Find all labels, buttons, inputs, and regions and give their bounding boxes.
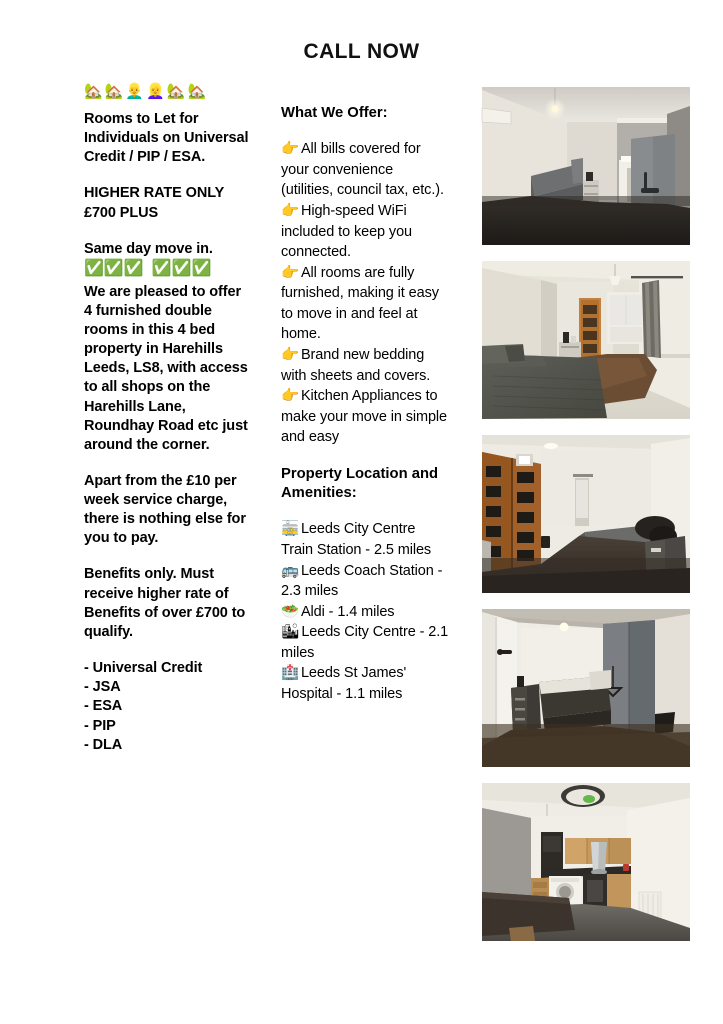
benefit-item: - PIP — [84, 717, 116, 734]
room-photo-3-image — [479, 432, 693, 596]
left-column — [84, 84, 252, 755]
amenity-text: Leeds City Centre Train Station - 2.5 miles — [281, 521, 432, 558]
room-photo-1 — [479, 84, 693, 248]
page-title: CALL NOW — [303, 40, 420, 63]
rooms-to-let-heading: Rooms to Let for Individuals on Universal Credit / PIP / ESA. — [84, 111, 249, 166]
house-with-garden-icon: 🏡 — [187, 83, 208, 100]
pointing-right-icon: 👉 — [281, 264, 299, 281]
check-mark-icon: ✅ — [103, 259, 124, 277]
amenity-item — [281, 561, 449, 602]
room-photo-2-image — [479, 258, 693, 422]
middle-column — [281, 104, 449, 705]
property-location-heading: Property Location and Amenities: — [281, 465, 439, 502]
amenities-list — [281, 519, 449, 704]
room-photo-3 — [479, 432, 693, 596]
benefit-item: - JSA — [84, 679, 121, 696]
hospital-icon: 🏥 — [281, 665, 299, 682]
offer-item — [281, 139, 449, 201]
check-mark-icon: ✅ — [151, 259, 172, 277]
pointing-right-icon: 👉 — [281, 347, 299, 364]
offer-item-text: High-speed WiFi included to keep you connected. — [281, 202, 413, 261]
check-mark-icon: ✅ — [84, 259, 104, 277]
benefit-item: - DLA — [84, 737, 123, 753]
benefit-item: - ESA — [84, 698, 123, 715]
same-day-move-in-text: Same day move in. — [84, 240, 213, 257]
property-description: We are pleased to offer 4 furnished double rooms in this 4 bed property in Harehills Leeds, LS8, with access to all shops on the Harehills Lane, Roundhay Road etc just around the corner. — [84, 283, 248, 453]
pointing-right-icon: 👉 — [281, 388, 299, 405]
check-mark-icon: ✅ — [123, 259, 144, 277]
room-photo-4-image — [479, 606, 693, 770]
bus-icon: 🚌 — [281, 562, 299, 579]
offer-item-text: Brand new bedding with sheets and covers. — [281, 347, 431, 384]
cityscape-icon: 🏙 — [281, 624, 300, 641]
kitchen-photo-image — [479, 780, 693, 944]
offer-item-text: All bills covered for your convenience (utilities, council tax, etc.). — [281, 141, 444, 199]
benefits-requirement-text: Benefits only. Must receive higher rate of Benefits of over £700 to qualify. — [84, 566, 246, 640]
offer-item — [281, 263, 449, 345]
amenity-item — [281, 663, 449, 704]
offer-item — [281, 386, 449, 448]
benefit-item: - Universal Credit — [84, 659, 203, 676]
offer-item — [281, 345, 449, 386]
amenity-text: Leeds Coach Station - 2.3 miles — [281, 562, 443, 600]
check-mark-icon: ✅ — [171, 259, 192, 277]
pointing-right-icon: 👉 — [281, 202, 299, 219]
check-mark-icon: ✅ — [191, 259, 212, 277]
amenity-item — [281, 602, 449, 623]
room-photo-2 — [479, 258, 693, 422]
check-mark-row — [84, 261, 252, 283]
offer-item-text: Kitchen Appliances to make your move in simple and easy — [281, 388, 448, 446]
room-photo-1-image — [479, 84, 693, 248]
house-with-garden-icon: 🏡 — [166, 83, 187, 100]
service-charge-text: Apart from the £10 per week service charge, there is nothing else for you to pay. — [84, 472, 246, 547]
room-photo-4 — [479, 606, 693, 770]
house-people-emoji-row — [84, 84, 252, 104]
house-with-garden-icon: 🏡 — [104, 83, 125, 100]
blond-woman-icon: 👱‍♀️ — [146, 83, 166, 100]
amenity-item — [281, 622, 449, 663]
offer-item-text: All rooms are fully furnished, making it easy to move in and feel at home. — [281, 264, 439, 343]
benefits-list — [84, 659, 252, 755]
higher-rate-heading: HIGHER RATE ONLY £700 PLUS — [84, 185, 224, 221]
blond-man-icon: 👱‍♂️ — [125, 83, 146, 100]
amenity-text: Leeds City Centre - 2.1 miles — [281, 624, 449, 661]
grocery-icon: 🥗 — [281, 603, 299, 620]
tram-icon: 🚋 — [281, 521, 299, 538]
kitchen-photo — [479, 780, 693, 944]
house-with-garden-icon: 🏡 — [84, 83, 104, 100]
amenity-item — [281, 519, 449, 560]
amenity-text: Aldi - 1.4 miles — [300, 603, 395, 620]
amenity-text: Leeds St James' Hospital - 1.1 miles — [281, 665, 407, 702]
offer-item — [281, 201, 449, 263]
photo-column — [479, 84, 693, 954]
offer-list — [281, 139, 449, 448]
what-we-offer-heading: What We Offer: — [281, 105, 388, 121]
pointing-right-icon: 👉 — [281, 141, 299, 158]
